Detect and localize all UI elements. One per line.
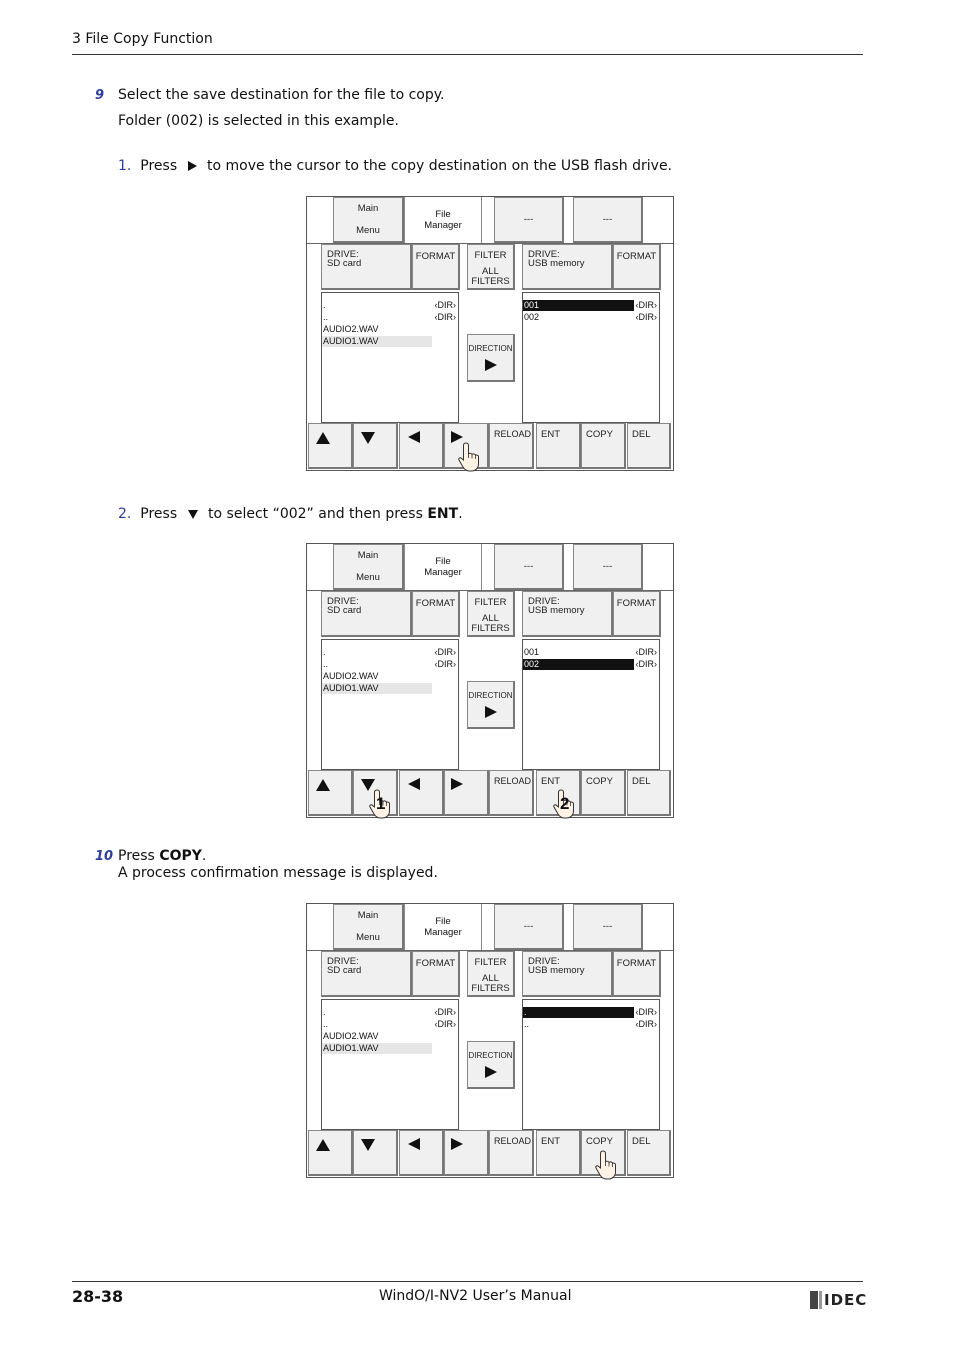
reload-label: RELOAD (494, 776, 532, 786)
substep-1-text: to move the cursor to the copy destination on the USB flash drive. (207, 158, 673, 174)
left-item-name: AUDIO2.WAV (323, 1031, 379, 1041)
right-drive-button[interactable] (522, 591, 613, 637)
direction-label: DIRECTION (468, 344, 513, 353)
right-item-name: 001 (524, 647, 540, 657)
direction-arrow-icon (485, 359, 497, 371)
left-item-dir: ‹DIR› (434, 659, 456, 669)
right-item-dir: ‹DIR› (635, 312, 657, 322)
left-button[interactable] (399, 423, 444, 469)
left-list-item[interactable] (322, 671, 458, 682)
hand-pointer-icon (458, 441, 480, 473)
right-item-dir: ‹DIR› (635, 300, 657, 310)
del-label: DEL (632, 429, 651, 440)
filter-value-2: FILTERS (471, 983, 510, 994)
step-badge: 2 (560, 794, 570, 813)
right-drive-button[interactable] (522, 951, 613, 997)
right-drive-label: DRIVE: (528, 956, 560, 967)
tab-file-manager[interactable] (404, 904, 482, 950)
tab-blank-1[interactable] (494, 544, 564, 590)
step-number-10: 10 (95, 849, 114, 864)
left-arrow-icon (408, 778, 420, 790)
left-item-name: AUDIO2.WAV (323, 671, 379, 681)
left-format-button[interactable] (412, 244, 460, 290)
left-list-item[interactable] (322, 1031, 458, 1042)
left-item-dir: ‹DIR› (434, 300, 456, 310)
left-drive-value: SD card (327, 605, 362, 616)
right-drive-button[interactable] (522, 244, 613, 290)
del-button[interactable] (627, 423, 671, 469)
right-format-label: FORMAT (616, 251, 657, 262)
tab-blank-2-label: --- (602, 214, 613, 225)
left-item-name: . (323, 647, 326, 657)
del-button[interactable] (627, 1130, 671, 1176)
left-file-list[interactable] (321, 639, 459, 770)
copy-label: COPY (586, 1136, 613, 1147)
reload-button[interactable] (489, 1130, 534, 1176)
filter-label: FILTER (474, 250, 507, 261)
right-drive-value: USB memory (528, 605, 585, 616)
substep-2-press: Press (140, 506, 178, 522)
down-arrow-icon (361, 1139, 375, 1151)
panel-screen-1 (306, 196, 674, 471)
direction-button[interactable] (467, 1041, 515, 1089)
left-item-dir: ‹DIR› (434, 647, 456, 657)
filter-label: FILTER (474, 957, 507, 968)
filter-label: FILTER (474, 597, 507, 608)
left-item-name: AUDIO1.WAV (323, 683, 379, 693)
left-list-item[interactable] (322, 300, 458, 311)
up-arrow-icon (316, 432, 330, 444)
left-drive-label: DRIVE: (327, 956, 359, 967)
right-file-list[interactable] (522, 639, 660, 770)
left-drive-label: DRIVE: (327, 596, 359, 607)
left-format-button[interactable] (412, 951, 460, 997)
tab-main-menu[interactable] (333, 197, 404, 243)
tab-blank-2[interactable] (573, 197, 643, 243)
logo-text: IDEC (824, 1291, 868, 1309)
right-format-button[interactable] (613, 951, 661, 997)
left-format-label: FORMAT (415, 958, 456, 969)
down-arrow-icon (188, 510, 198, 519)
down-button[interactable] (353, 423, 398, 469)
substep-2-number: 2. (118, 506, 132, 522)
step10-end: . (201, 848, 207, 864)
right-file-list[interactable] (522, 292, 660, 423)
left-list-item[interactable] (322, 659, 458, 670)
step10-line2: A process confirmation message is displayed. (118, 865, 438, 881)
right-item-name: 002 (524, 312, 540, 322)
tab-main-menu[interactable] (333, 544, 404, 590)
right-list-item[interactable] (523, 300, 659, 311)
step10-press: Press (118, 848, 155, 864)
tab-main-line2: Menu (356, 932, 380, 943)
left-list-item[interactable] (322, 324, 458, 335)
direction-label: DIRECTION (468, 1051, 513, 1060)
right-format-label: FORMAT (616, 598, 657, 609)
right-list-item[interactable] (523, 312, 659, 323)
direction-button[interactable] (467, 334, 515, 382)
ent-button[interactable] (536, 1130, 581, 1176)
left-item-dir: ‹DIR› (434, 1007, 456, 1017)
copy-label: COPY (586, 429, 613, 440)
right-drive-value: USB memory (528, 965, 585, 976)
right-item-dir: ‹DIR› (635, 647, 657, 657)
manual-title: WindO/I-NV2 User’s Manual (379, 1288, 572, 1304)
tab-blank-2[interactable] (573, 904, 643, 950)
panel-screen-2 (306, 543, 674, 818)
tab-main-line2: Menu (356, 572, 380, 583)
left-list-item[interactable] (322, 1007, 458, 1018)
tab-file-line1: File (435, 209, 451, 220)
left-drive-value: SD card (327, 965, 362, 976)
right-list-item[interactable] (523, 647, 659, 658)
left-arrow-icon (408, 1138, 420, 1150)
right-item-name: .. (524, 1019, 530, 1029)
direction-arrow-icon (485, 706, 497, 718)
direction-button[interactable] (467, 681, 515, 729)
up-button[interactable] (308, 770, 353, 816)
left-drive-label: DRIVE: (327, 249, 359, 260)
section-header: 3 File Copy Function (72, 31, 213, 47)
idec-logo (810, 1291, 868, 1309)
ent-label: ENT (541, 429, 560, 440)
tab-file-line2: Manager (424, 220, 462, 231)
reload-label: RELOAD (494, 429, 532, 439)
left-format-label: FORMAT (415, 251, 456, 262)
filter-value-1: ALL (482, 266, 499, 277)
left-list-item[interactable] (322, 1043, 458, 1054)
tab-blank-2[interactable] (573, 544, 643, 590)
left-item-name: AUDIO2.WAV (323, 324, 379, 334)
left-list-item[interactable] (322, 1019, 458, 1030)
tab-file-line2: Manager (424, 927, 462, 938)
right-arrow-icon (188, 161, 197, 171)
tab-main-line2: Menu (356, 225, 380, 236)
copy-label: COPY (586, 776, 613, 787)
up-button[interactable] (308, 1130, 353, 1176)
left-list-item[interactable] (322, 336, 458, 347)
left-item-name: AUDIO1.WAV (323, 336, 379, 346)
tab-main-line1: Main (357, 910, 379, 921)
right-format-label: FORMAT (616, 958, 657, 969)
tab-file-manager[interactable] (404, 197, 482, 243)
left-button[interactable] (399, 1130, 444, 1176)
right-arrow-icon (451, 1138, 463, 1150)
substep-1 (118, 158, 672, 174)
left-item-name: . (323, 1007, 326, 1017)
left-drive-button[interactable] (321, 244, 412, 290)
selection-bar (523, 659, 634, 670)
filter-button[interactable] (467, 591, 515, 637)
substep-2-ent: ENT (427, 506, 459, 522)
step10-copy: COPY (159, 848, 202, 864)
left-format-label: FORMAT (415, 598, 456, 609)
del-label: DEL (632, 776, 651, 787)
down-arrow-icon (361, 432, 375, 444)
left-button[interactable] (399, 770, 444, 816)
right-format-button[interactable] (613, 591, 661, 637)
footer-rule (72, 1281, 863, 1282)
left-arrow-icon (408, 431, 420, 443)
up-arrow-icon (316, 1139, 330, 1151)
ent-label: ENT (541, 776, 560, 787)
right-drive-label: DRIVE: (528, 249, 560, 260)
tab-blank-1-label: --- (523, 921, 534, 932)
filter-value-1: ALL (482, 613, 499, 624)
right-file-list[interactable] (522, 999, 660, 1130)
right-button[interactable] (444, 770, 489, 816)
right-item-name: 002 (524, 659, 540, 669)
right-drive-label: DRIVE: (528, 596, 560, 607)
down-button[interactable] (353, 1130, 398, 1176)
tab-blank-1[interactable] (494, 904, 564, 950)
filter-value-2: FILTERS (471, 276, 510, 287)
substep-1-press: Press (140, 158, 178, 174)
tab-file-line1: File (435, 556, 451, 567)
tab-main-line1: Main (357, 550, 379, 561)
reload-label: RELOAD (494, 1136, 532, 1146)
right-arrow-icon (451, 778, 463, 790)
right-item-name: 001 (524, 300, 540, 310)
tab-main-line1: Main (357, 203, 379, 214)
left-drive-button[interactable] (321, 951, 412, 997)
right-drive-value: USB memory (528, 258, 585, 269)
ent-button[interactable] (536, 423, 581, 469)
right-item-dir: ‹DIR› (635, 659, 657, 669)
tab-file-line1: File (435, 916, 451, 927)
filter-value-1: ALL (482, 973, 499, 984)
left-item-dir: ‹DIR› (434, 1019, 456, 1029)
left-item-name: AUDIO1.WAV (323, 1043, 379, 1053)
hand-pointer-icon (595, 1149, 617, 1181)
right-item-dir: ‹DIR› (635, 1007, 657, 1017)
right-list-item[interactable] (523, 659, 659, 670)
left-drive-value: SD card (327, 258, 362, 269)
del-button[interactable] (627, 770, 671, 816)
left-item-name: . (323, 300, 326, 310)
step9-line2: Folder (002) is selected in this example. (118, 113, 399, 129)
tab-blank-1[interactable] (494, 197, 564, 243)
tab-file-line2: Manager (424, 567, 462, 578)
left-item-name: .. (323, 659, 329, 669)
left-list-item[interactable] (322, 312, 458, 323)
left-file-list[interactable] (321, 292, 459, 423)
left-item-dir: ‹DIR› (434, 312, 456, 322)
substep-2-text: to select “002” and then press (208, 506, 423, 522)
up-arrow-icon (316, 779, 330, 791)
left-item-name: .. (323, 1019, 329, 1029)
tab-blank-2-label: --- (602, 921, 613, 932)
page-number: 28-38 (72, 1287, 124, 1306)
tab-blank-1-label: --- (523, 561, 534, 572)
selection-bar (523, 300, 634, 311)
panel-screen-3 (306, 903, 674, 1178)
right-format-button[interactable] (613, 244, 661, 290)
substep-2-end: . (458, 506, 463, 522)
copy-button[interactable] (581, 423, 626, 469)
left-item-name: .. (323, 312, 329, 322)
substep-1-number: 1. (118, 158, 132, 174)
ent-label: ENT (541, 1136, 560, 1147)
up-button[interactable] (308, 423, 353, 469)
left-list-item[interactable] (322, 683, 458, 694)
filter-value-2: FILTERS (471, 623, 510, 634)
right-button[interactable] (444, 1130, 489, 1176)
left-format-button[interactable] (412, 591, 460, 637)
selection-bar (523, 1007, 634, 1018)
tab-file-manager[interactable] (404, 544, 482, 590)
del-label: DEL (632, 1136, 651, 1147)
tab-blank-2-label: --- (602, 561, 613, 572)
direction-label: DIRECTION (468, 691, 513, 700)
left-list-item[interactable] (322, 647, 458, 658)
direction-arrow-icon (485, 1066, 497, 1078)
right-item-name: . (524, 1007, 527, 1017)
substep-2 (118, 506, 463, 522)
header-rule (72, 54, 863, 55)
tab-main-menu[interactable] (333, 904, 404, 950)
filter-button[interactable] (467, 951, 515, 997)
right-list-item[interactable] (523, 1019, 659, 1030)
right-item-dir: ‹DIR› (635, 1019, 657, 1029)
copy-button[interactable] (581, 770, 626, 816)
step-number-9: 9 (95, 88, 105, 103)
filter-button[interactable] (467, 244, 515, 290)
left-drive-button[interactable] (321, 591, 412, 637)
tab-blank-1-label: --- (523, 214, 534, 225)
step9-line1: Select the save destination for the file to copy. (118, 87, 445, 103)
right-list-item[interactable] (523, 1007, 659, 1018)
reload-button[interactable] (489, 423, 534, 469)
step-badge: 1 (376, 794, 386, 813)
left-file-list[interactable] (321, 999, 459, 1130)
reload-button[interactable] (489, 770, 534, 816)
step10-line1 (118, 848, 206, 864)
